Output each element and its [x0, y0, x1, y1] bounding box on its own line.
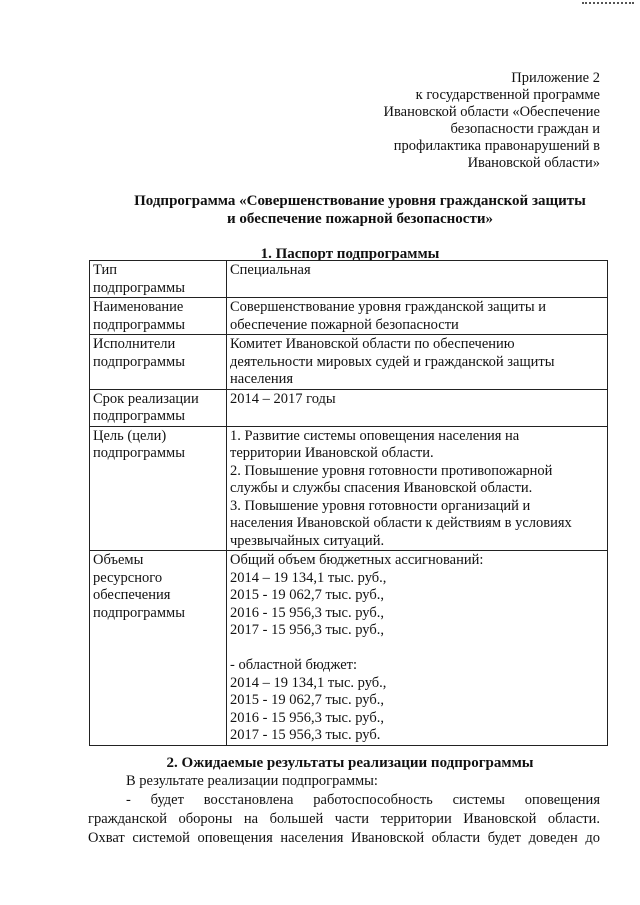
- value-line: Совершенствование уровня гражданской защиты и: [230, 299, 546, 315]
- results-body: [88, 772, 600, 848]
- value-line: 2015 - 19 062,7 тыс. руб.,: [230, 692, 384, 708]
- results-text-line: гражданской обороны на большей части территории Ивановской области.: [88, 811, 600, 827]
- row-label: [90, 335, 227, 390]
- table-row: [90, 551, 608, 746]
- label-line: обеспечения: [93, 587, 171, 603]
- row-value: [227, 298, 608, 335]
- appendix-line: Приложение 2: [511, 70, 600, 86]
- row-label: [90, 551, 227, 746]
- label-line: Тип: [93, 262, 118, 278]
- appendix-line: безопасности граждан и: [450, 121, 600, 137]
- label-line: Цель (цели): [93, 427, 167, 444]
- value-line: 2017 - 15 956,3 тыс. руб.: [230, 727, 381, 743]
- label-line: подпрограммы: [93, 604, 185, 621]
- label-line: подпрограммы: [93, 408, 185, 424]
- value-line: обеспечение пожарной безопасности: [230, 316, 459, 333]
- value-line: населения Ивановской области к действиям в условиях: [230, 515, 572, 531]
- value-line: деятельности мировых судей и гражданской защиты: [230, 353, 555, 370]
- passport-heading: 1. Паспорт подпрограммы: [260, 246, 440, 262]
- value-line: 2016 - 15 956,3 тыс. руб.,: [230, 604, 384, 621]
- document-title: [120, 192, 600, 228]
- label-line: Срок реализации: [93, 390, 199, 407]
- row-value: [227, 261, 608, 298]
- row-value: [227, 335, 608, 390]
- row-label: [90, 261, 227, 298]
- value-line: 2015 - 19 062,7 тыс. руб.,: [230, 587, 384, 603]
- value-line: 2017 - 15 956,3 тыс. руб.,: [230, 622, 384, 638]
- value-line: территории Ивановской области.: [230, 445, 434, 461]
- title-line: и обеспечение пожарной безопасности»: [227, 211, 493, 227]
- value-line: Общий объем бюджетных ассигнований:: [230, 552, 484, 568]
- title-line: Подпрограмма «Совершенствование уровня гражданской защиты: [134, 193, 586, 209]
- label-line: подпрограммы: [93, 279, 185, 296]
- value-line: службы и службы спасения Ивановской области.: [230, 480, 533, 496]
- row-value: [227, 551, 608, 746]
- table-row: [90, 389, 608, 426]
- table-row: [90, 261, 608, 298]
- appendix-line: Ивановской области «Обеспечение: [383, 104, 600, 120]
- row-value: [227, 426, 608, 551]
- value-line: 2014 – 2017 годы: [230, 390, 336, 407]
- label-line: подпрограммы: [93, 353, 185, 370]
- results-text-line: - будет восстановлена работоспособность системы оповещения: [126, 792, 600, 808]
- value-line: населения: [230, 371, 294, 387]
- label-line: Объемы: [93, 552, 144, 568]
- table-row: [90, 335, 608, 390]
- row-label: [90, 298, 227, 335]
- label-line: Исполнители: [93, 336, 176, 352]
- table-row: [90, 426, 608, 551]
- label-line: Наименование: [93, 299, 184, 315]
- row-value: [227, 389, 608, 426]
- appendix-line: к государственной программе: [415, 87, 600, 103]
- results-text-line: Охват системой оповещения населения Ивановской области будет доведен до: [88, 830, 600, 846]
- results-intro: В результате реализации подпрограммы:: [126, 773, 378, 789]
- value-line: 2014 – 19 134,1 тыс. руб.,: [230, 674, 387, 691]
- scan-mark: [582, 2, 634, 10]
- value-line: - областной бюджет:: [230, 657, 358, 673]
- value-line: чрезвычайных ситуаций.: [230, 532, 385, 549]
- value-line: 2014 – 19 134,1 тыс. руб.,: [230, 569, 387, 586]
- passport-table: [89, 260, 608, 746]
- value-line: 2. Повышение уровня готовности противопожарной: [230, 462, 553, 479]
- value-line: 1. Развитие системы оповещения населения на: [230, 427, 520, 444]
- row-label: [90, 389, 227, 426]
- blank-line: [230, 640, 604, 658]
- appendix-line: Ивановской области»: [467, 155, 600, 171]
- label-line: подпрограммы: [93, 316, 185, 333]
- value-line: Комитет Ивановской области по обеспечению: [230, 336, 515, 352]
- row-label: [90, 426, 227, 551]
- value-line: 3. Повышение уровня готовности организаций и: [230, 497, 531, 514]
- label-line: ресурсного: [93, 569, 163, 586]
- value-line: 2016 - 15 956,3 тыс. руб.,: [230, 709, 384, 726]
- results-heading: 2. Ожидаемые результаты реализации подпрограммы: [166, 755, 534, 771]
- appendix-line: профилактика правонарушений в: [393, 138, 600, 154]
- label-line: подпрограммы: [93, 445, 185, 461]
- table-row: [90, 298, 608, 335]
- value-line: Специальная: [230, 262, 311, 278]
- appendix-note: [340, 70, 600, 172]
